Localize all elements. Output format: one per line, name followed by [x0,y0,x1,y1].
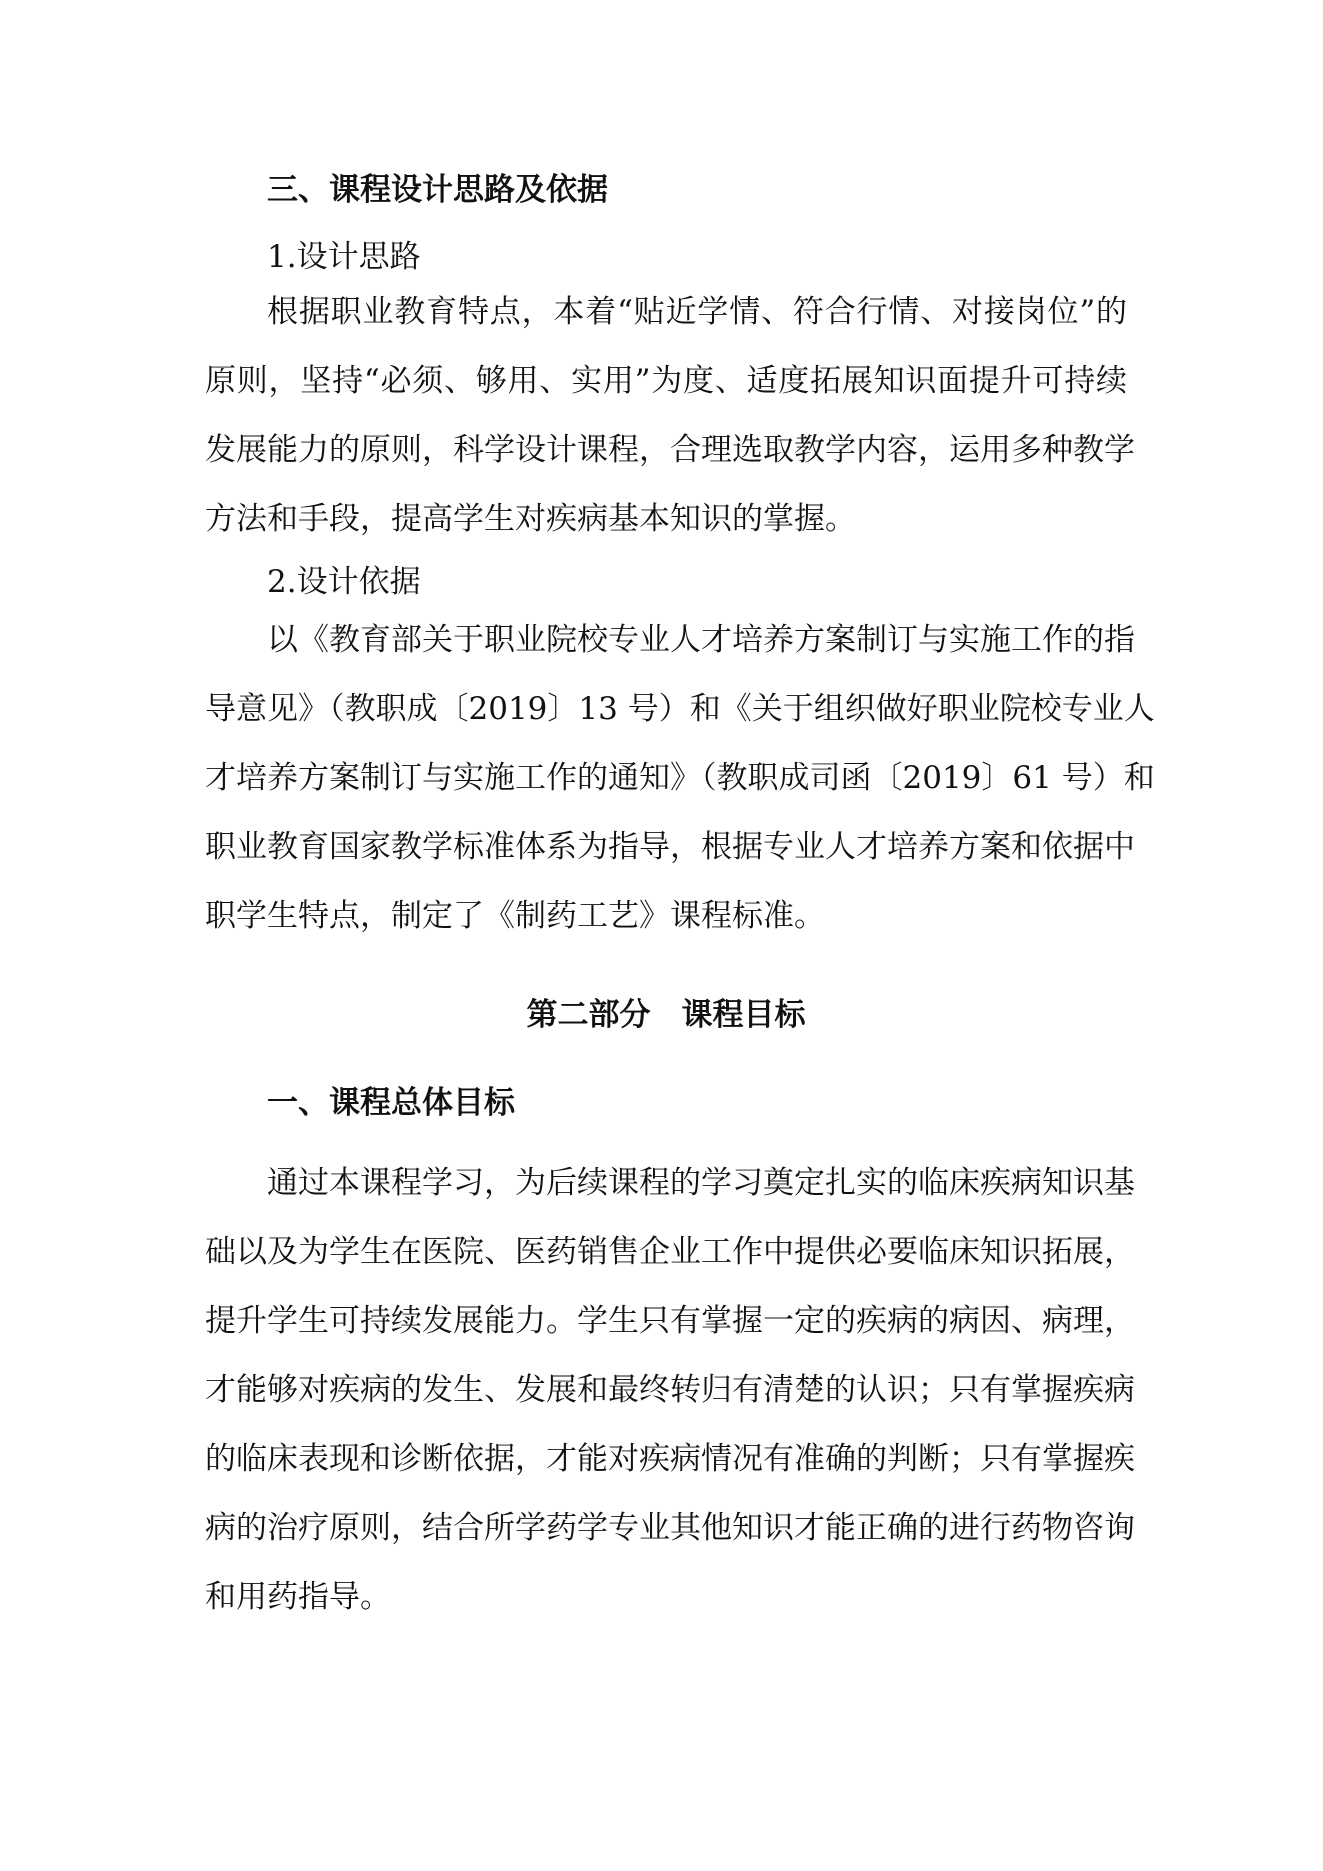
subsection-title: 2.设计依据 [267,564,421,600]
paragraph-line: 原则，坚持“必须、够用、实用”为度、适度拓展知识面提升可持续 [205,363,1127,399]
paragraph-line: 以《教育部关于职业院校专业人才培养方案制订与实施工作的指 [267,622,1135,658]
paragraph-line: 才能够对疾病的发生、发展和最终转归有清楚的认识；只有掌握疾病 [205,1372,1135,1408]
paragraph-line: 病的治疗原则，结合所学药学专业其他知识才能正确的进行药物咨询 [205,1510,1135,1546]
paragraph-line: 根据职业教育特点，本着“贴近学情、符合行情、对接岗位”的 [267,294,1127,330]
section-heading: 一、课程总体目标 [267,1085,515,1121]
paragraph-line: 导意见》（教职成〔2019〕13 号）和《关于组织做好职业院校专业人 [205,691,1155,727]
paragraph-line: 提升学生可持续发展能力。学生只有掌握一定的疾病的病因、病理， [205,1303,1135,1339]
paragraph-line: 职业教育国家教学标准体系为指导，根据专业人才培养方案和依据中 [205,829,1135,865]
paragraph-line: 和用药指导。 [205,1579,391,1615]
paragraph-line: 的临床表现和诊断依据，才能对疾病情况有准确的判断；只有掌握疾 [205,1441,1135,1477]
paragraph-line: 础以及为学生在医院、医药销售企业工作中提供必要临床知识拓展， [205,1234,1135,1270]
paragraph-line: 发展能力的原则，科学设计课程，合理选取教学内容，运用多种教学 [205,432,1135,468]
subsection-title: 1.设计思路 [267,239,421,275]
part-title: 第二部分 课程目标 [526,997,806,1033]
paragraph-line: 才培养方案制订与实施工作的通知》（教职成司函〔2019〕61 号）和 [205,760,1155,796]
paragraph-line: 职学生特点，制定了《制药工艺》课程标准。 [205,898,825,934]
paragraph-line: 方法和手段，提高学生对疾病基本知识的掌握。 [205,501,856,537]
section-heading: 三、课程设计思路及依据 [267,172,608,208]
paragraph-line: 通过本课程学习，为后续课程的学习奠定扎实的临床疾病知识基 [267,1165,1135,1201]
